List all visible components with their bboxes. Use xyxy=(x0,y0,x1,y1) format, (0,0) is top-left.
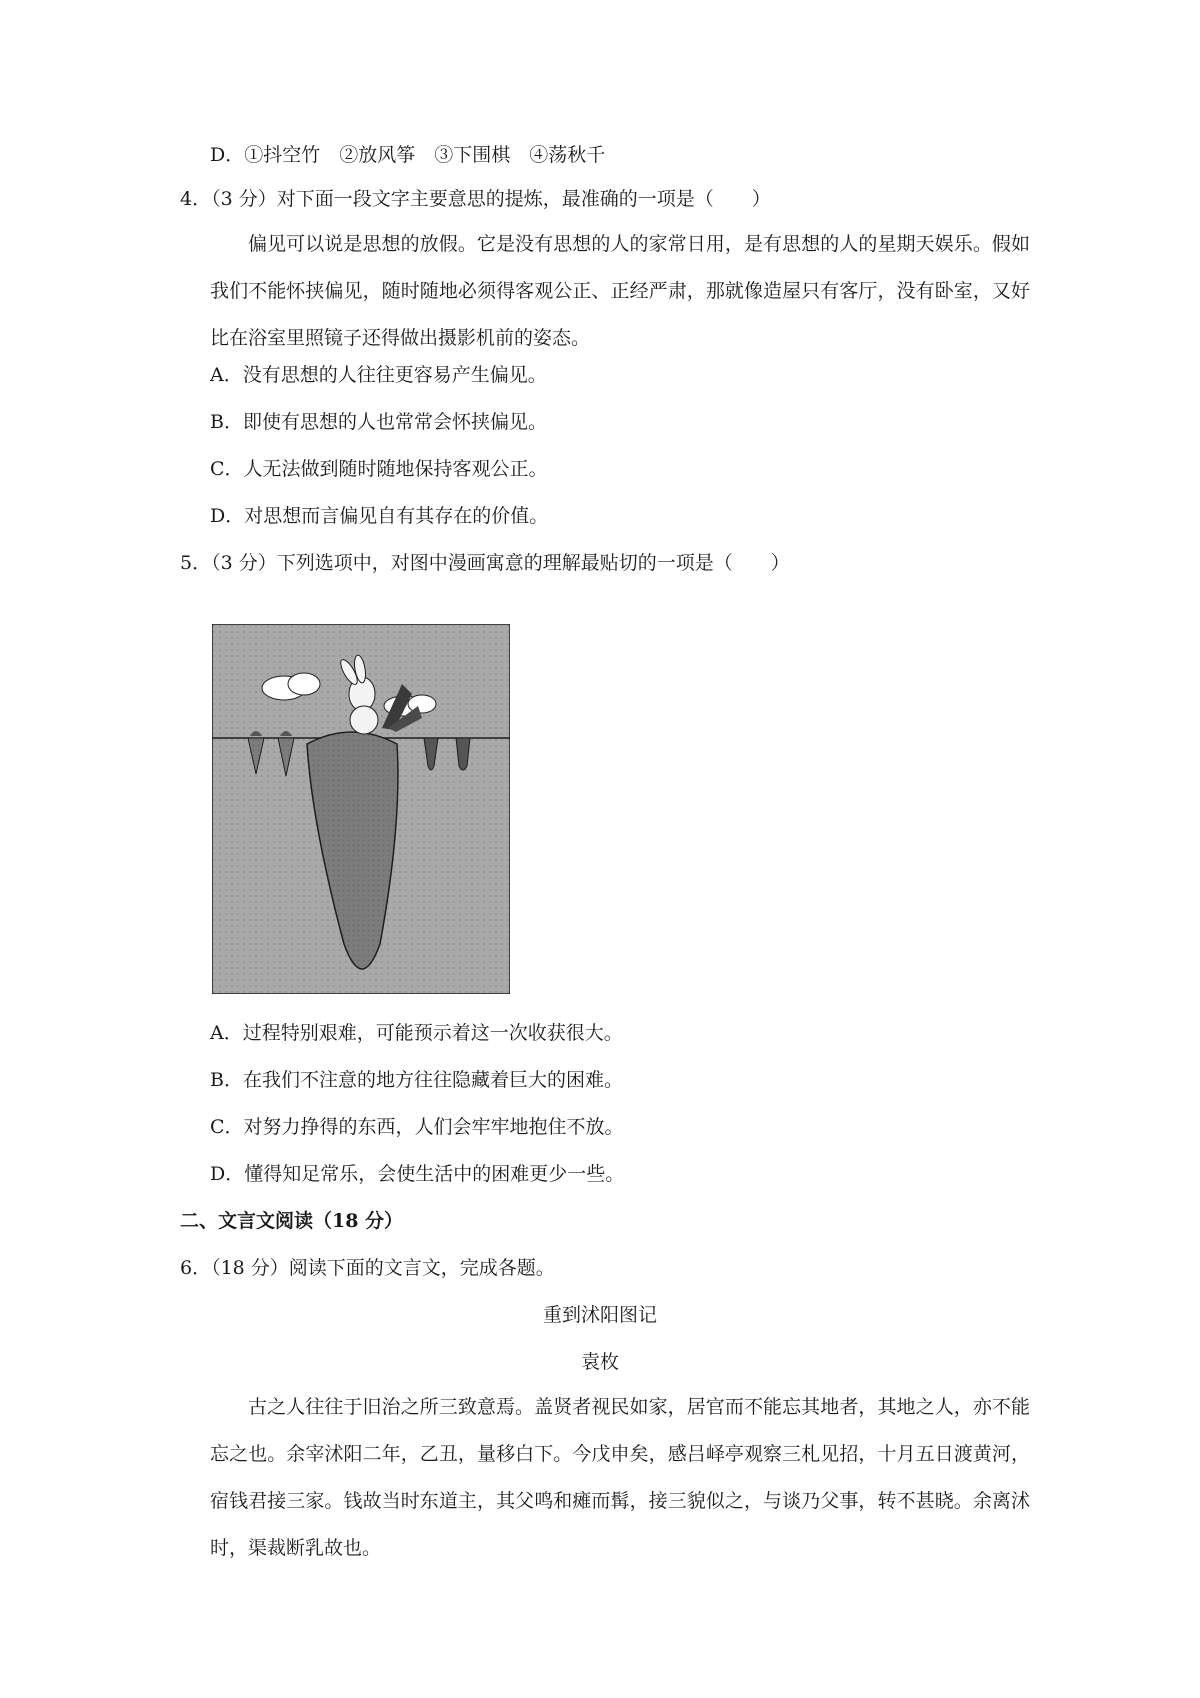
carrot-comic-image xyxy=(212,624,510,994)
section-heading: 二、文言文阅读（18 分） xyxy=(180,1210,404,1232)
q4-stem: 4．（3 分）对下面一段文字主要意思的提炼，最准确的一项是（ ） xyxy=(180,188,771,210)
q4-option-a: A．没有思想的人往往更容易产生偏见。 xyxy=(210,364,547,386)
q5-option-a: A．过程特别艰难，可能预示着这一次收获很大。 xyxy=(210,1022,623,1044)
passage-title: 重到沭阳图记 xyxy=(542,1304,657,1326)
passage-author: 袁枚 xyxy=(580,1351,619,1373)
q5-stem: 5．（3 分）下列选项中，对图中漫画寓意的理解最贴切的一项是（ ） xyxy=(180,552,790,574)
q4-option-c: C．人无法做到随时随地保持客观公正。 xyxy=(210,458,548,480)
q5-option-c: C．对努力挣得的东西，人们会牢牢地抱住不放。 xyxy=(210,1116,624,1138)
q5-option-b: B．在我们不注意的地方往往隐藏着巨大的困难。 xyxy=(210,1069,623,1091)
q4-option-b: B．即使有思想的人也常常会怀挟偏见。 xyxy=(210,411,547,433)
q4-option-d: D．对思想而言偏见自有其存在的价值。 xyxy=(210,505,549,527)
q3-option-d: D．①抖空竹 ②放风筝 ③下围棋 ④荡秋千 xyxy=(210,144,606,166)
q5-option-d: D．懂得知足常乐，会使生活中的困难更少一些。 xyxy=(210,1163,625,1185)
q6-passage: 古之人往往于旧治之所三致意焉。盖贤者视民如家，居官而不能忘其地者，其地之人，亦不能忘之也。余宰沭阳二年，乙丑，量移白下。今戊申矣，感吕峄亭观察三札见招，十月五日渡黄河，宿钱君接三家。钱故当时东道主，其父鸣和瘫而髯，接三貌似之，与谈乃父事，转不甚晓。余离沭时，渠裁断乳故也。 xyxy=(210,1396,1030,1559)
q6-stem: 6．（18 分）阅读下面的文言文，完成各题。 xyxy=(180,1257,555,1279)
q4-passage: 偏见可以说是思想的放假。它是没有思想的人的家常日用，是有思想的人的星期天娱乐。假如我们不能怀挟偏见，随时随地必须得客观公正、正经严肃，那就像造屋只有客厅，没有卧室，又好比在浴室里照镜子还得做出摄影机前的姿态。 xyxy=(210,233,1030,349)
